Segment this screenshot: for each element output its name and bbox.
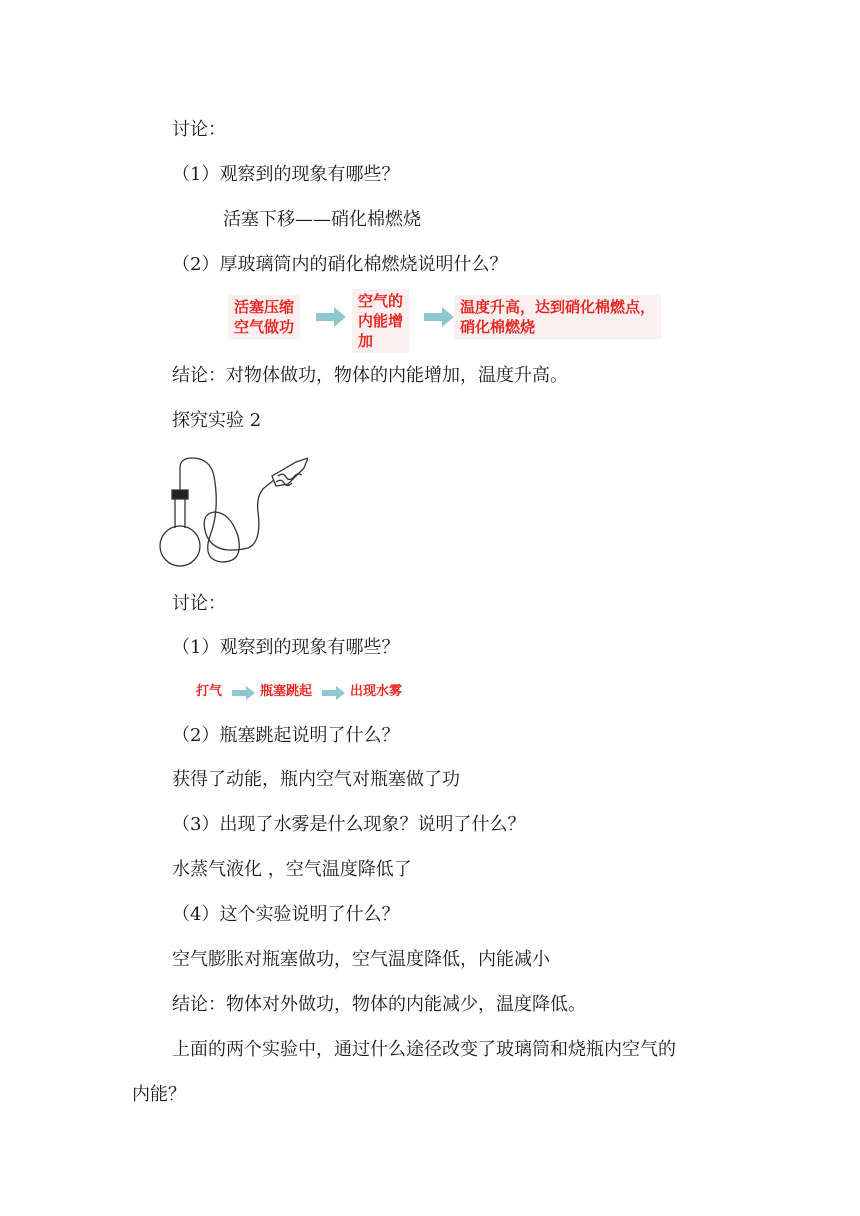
flow1-step3: 温度升高，达到硝化棉燃点， 硝化棉燃烧 bbox=[454, 295, 661, 339]
question-2-4: （4）这个实验说明了什么？ bbox=[172, 904, 400, 925]
question-1-2: （2）厚玻璃筒内的硝化棉燃烧说明什么？ bbox=[172, 254, 508, 275]
flask-pump-diagram bbox=[158, 452, 308, 570]
experiment-2-title: 探究实验 2 bbox=[172, 410, 262, 431]
answer-2-3: 水蒸气液化 ，空气温度降低了 bbox=[172, 859, 412, 880]
arrow-right-icon bbox=[322, 686, 346, 700]
arrow-right-icon bbox=[232, 686, 256, 700]
discussion-heading-2: 讨论： bbox=[172, 593, 226, 614]
summary-line-2: 内能？ bbox=[132, 1084, 186, 1105]
flow2-step2: 瓶塞跳起 bbox=[260, 684, 313, 699]
flow-diagram-1 bbox=[228, 289, 668, 350]
flow2-step1: 打气 bbox=[196, 684, 223, 699]
question-1-1: （1）观察到的现象有哪些？ bbox=[172, 164, 400, 185]
flow-diagram-2 bbox=[196, 682, 416, 704]
flow1-step2: 空气的 内能增 加 bbox=[352, 289, 409, 353]
discussion-heading-1: 讨论： bbox=[172, 119, 226, 140]
answer-1-1: 活塞下移——硝化棉燃烧 bbox=[223, 209, 421, 230]
arrow-right-icon bbox=[424, 307, 456, 327]
answer-2-4: 空气膨胀对瓶塞做功，空气温度降低，内能减小 bbox=[172, 949, 550, 970]
flow2-step3: 出现水雾 bbox=[350, 684, 403, 699]
answer-2-2: 获得了动能，瓶内空气对瓶塞做了功 bbox=[172, 769, 460, 790]
summary-line-1: 上面的两个实验中，通过什么途径改变了玻璃筒和烧瓶内空气的 bbox=[172, 1039, 676, 1060]
arrow-right-icon bbox=[316, 307, 348, 327]
question-2-2: （2）瓶塞跳起说明了什么？ bbox=[172, 725, 400, 746]
question-2-3: （3）出现了水雾是什么现象？说明了什么？ bbox=[172, 814, 526, 835]
question-2-1: （1）观察到的现象有哪些？ bbox=[172, 637, 400, 658]
conclusion-1: 结论：对物体做功，物体的内能增加，温度升高。 bbox=[172, 365, 568, 386]
conclusion-2: 结论：物体对外做功，物体的内能减少，温度降低。 bbox=[172, 994, 586, 1015]
flow1-step1: 活塞压缩 空气做功 bbox=[228, 295, 300, 339]
